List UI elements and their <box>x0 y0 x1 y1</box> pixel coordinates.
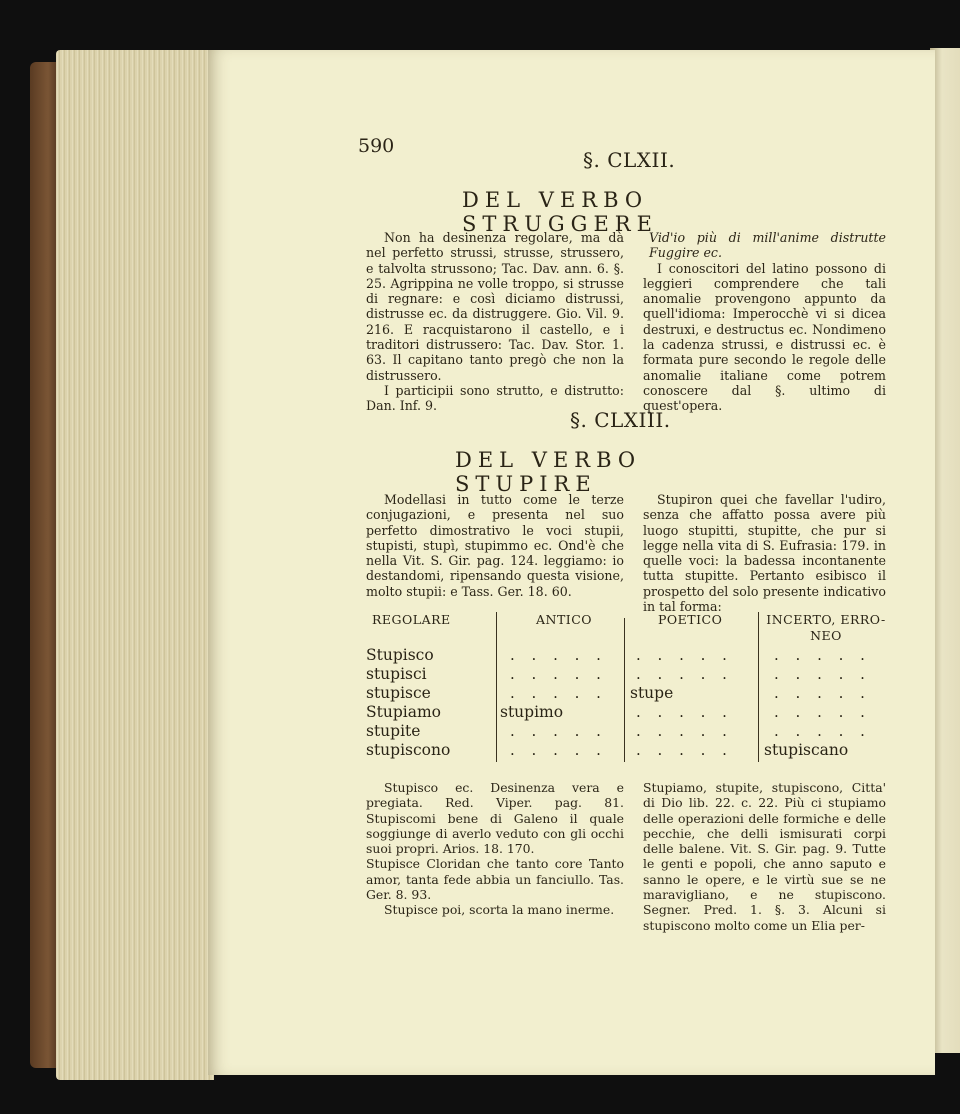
table-cell-poetico: stupe <box>630 684 674 702</box>
table-row: Stupisco <box>366 646 434 664</box>
bottom-right-column <box>643 780 886 933</box>
section2-right-column <box>643 492 886 614</box>
section-title-stupire: DEL VERBO STUPIRE <box>455 448 642 496</box>
empty-cell-dots: . . . . . <box>774 684 871 702</box>
empty-cell-dots: . . . . . <box>636 741 733 759</box>
section-title-struggere: DEL VERBO STRUGGERE <box>462 188 658 236</box>
empty-cell-dots: . . . . . <box>636 646 733 664</box>
section1-right-column <box>643 230 886 414</box>
empty-cell-dots: . . . . . <box>636 665 733 683</box>
table-header-poetico: POETICO <box>658 612 723 627</box>
paragraph: Modellasi in tutto come le terze conjugazioni, e presenta nel suo perfetto dimostrativo le voci stupii, stupisti, stupì, stupimmo ec. Ond'è che nella Vit. S. Gir. pag. 124. leggiamo: io destandomi, ripensando questa visione, molto stupii: e Tass. Ger. 18. 60. <box>366 492 624 599</box>
page-stack <box>56 50 214 1080</box>
empty-cell-dots: . . . . . <box>510 684 607 702</box>
table-cell-incerto: stupiscano <box>764 741 849 759</box>
conjugation-table <box>366 612 888 762</box>
empty-cell-dots: . . . . . <box>510 646 607 664</box>
bottom-left-column <box>366 780 624 918</box>
paragraph: Stupisco ec. Desinenza vera e pregiata. Red. Viper. pag. 81. Stupiscomi bene di Galeno il quale soggiunge di averlo veduto con gli occhi suoi propri. Arios. 18. 170. <box>366 780 624 857</box>
column-divider <box>758 612 759 762</box>
empty-cell-dots: . . . . . <box>774 646 871 664</box>
table-row: Stupiamo <box>366 703 441 721</box>
empty-cell-dots: . . . . . <box>774 703 871 721</box>
paragraph: Stupisce poi, scorta la mano inerme. <box>384 902 615 918</box>
empty-cell-dots: . . . . . <box>510 665 607 683</box>
paragraph: I conoscitori del latino possono di leggieri comprendere che tali anomalie provengono appunto da quell'idioma: Imperocchè vi si dicea destruxi, e destructus ec. Nondimeno la cadenza strussi, e distrussi ec. è formata pure secondo le regole delle anomalie italiane come potrem conoscere dal §. ultimo di quest'opera. <box>643 260 886 414</box>
table-row: stupite <box>366 722 421 740</box>
paragraph: Non ha desinenza regolare, ma dà nel perfetto strussi, strusse, strussero, e talvolta strussono; Tac. Dav. ann. 6. §. 25. Agrippina ne volle troppo, si strusse di regnare: e così diciamo distrussi, distrusse ec. da distruggere. Gio. Vil. 9. 216. E racquistarono il castello, e i traditori distrussero: Tac. Dav. Stor. 1. 63. Il capitano tanto pregò che non la distrussero. <box>366 230 624 383</box>
section1-left-column <box>366 230 624 414</box>
table-header-antico: ANTICO <box>536 612 593 627</box>
table-row: stupiscono <box>366 741 451 759</box>
section-number-163: §. CLXIII. <box>570 408 671 432</box>
section-number-162: §. CLXII. <box>583 148 676 172</box>
verse-quote: Stupisce Cloridan che tanto core Tanto amor, tanta fede abbia un fanciullo. Tas. Ger. 8. 93. <box>366 856 624 903</box>
empty-cell-dots: . . . . . <box>774 722 871 740</box>
table-cell-antico: stupimo <box>500 703 564 721</box>
empty-cell-dots: . . . . . <box>636 722 733 740</box>
verse-quote: Vid'io più di mill'anime distrutte Fuggire ec. <box>649 230 886 261</box>
table-header-regolare: REGOLARE <box>372 612 451 627</box>
table-row: stupisci <box>366 665 427 683</box>
paragraph: Stupiamo, stupite, stupiscono, Citta' di Dio lib. 22. c. 22. Più ci stupiamo delle operazioni delle formiche e delle pecchie, che delli ismisurati corpi delle balene. Vit. S. Gir. pag. 9. Tutte le genti e popoli, che anno saputo e sanno le opere, e le virtù sue se ne maravigliano, e ne stupiscono. Segner. Pred. 1. §. 3. Alcuni si stupiscono molto come un Elia per- <box>643 780 886 933</box>
column-divider <box>624 618 625 762</box>
empty-cell-dots: . . . . . <box>510 722 607 740</box>
empty-cell-dots: . . . . . <box>774 665 871 683</box>
page-number: 590 <box>358 135 395 157</box>
paragraph: I participii sono strutto, e distrutto: Dan. Inf. 9. <box>366 382 624 414</box>
table-header-incerto: INCERTO, ERRO-NEO <box>766 612 886 643</box>
empty-cell-dots: . . . . . <box>510 741 607 759</box>
table-row: stupisce <box>366 684 431 702</box>
paragraph: Stupiron quei che favellar l'udiro, senza che affatto possa avere più luogo stupitti, stupitte, che pur si legge nella vita di S. Eufrasia: 179. in quelle voci: la badessa incontanente tutta stupitte. Pertanto esibisco il prospetto del solo presente indicativo in tal forma: <box>643 492 886 615</box>
section2-left-column <box>366 492 624 599</box>
empty-cell-dots: . . . . . <box>636 703 733 721</box>
column-divider <box>496 612 497 762</box>
